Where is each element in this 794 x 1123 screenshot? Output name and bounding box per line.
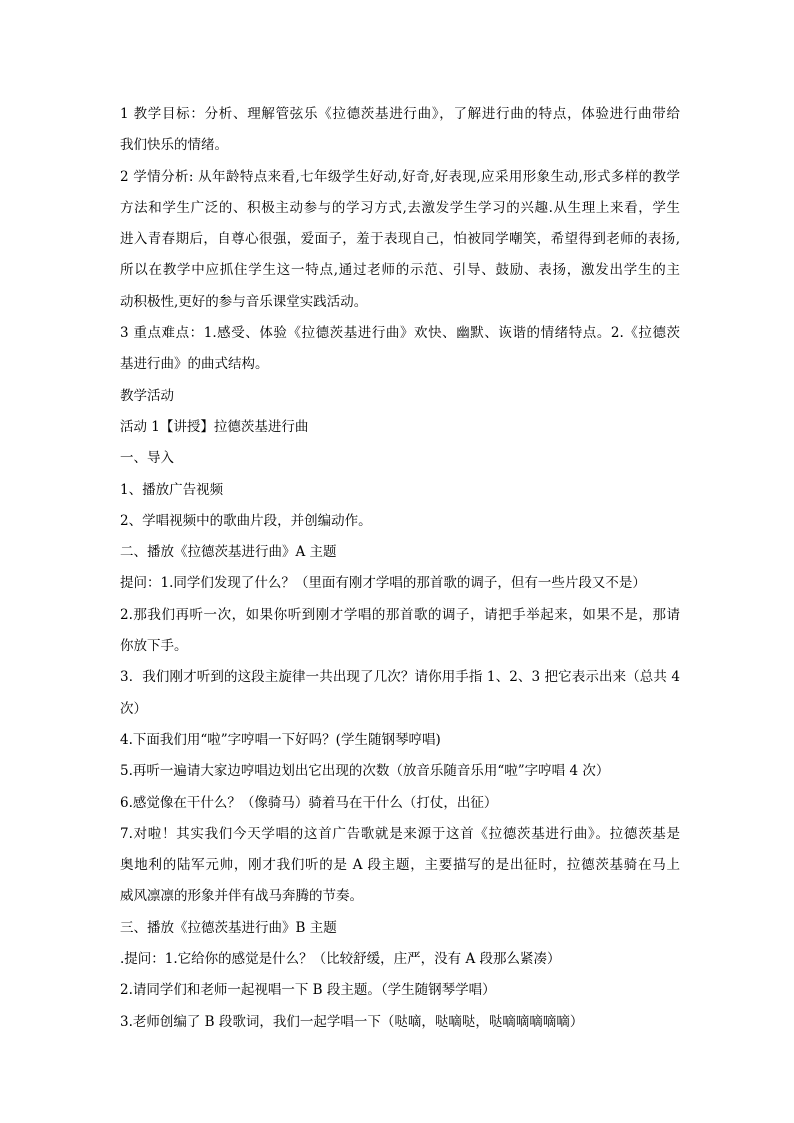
text-line: 6.感觉像在干什么？（像骑马）骑着马在干什么（打仗，出征） (120, 794, 498, 811)
text-line: 三、播放《拉德茨基进行曲》B 主题 (120, 919, 337, 936)
text-line: 二、播放《拉德茨基进行曲》A 主题 (120, 544, 337, 561)
text-line: 2.请同学们和老师一起视唱一下 B 段主题。（学生随钢琴学唱） (120, 982, 496, 999)
text-line: 4.下面我们用“啦”字哼唱一下好吗？(学生随钢琴哼唱) (120, 731, 441, 748)
text-line: 所以在教学中应抓住学生这一特点,通过老师的示范、引导、鼓励、表扬，激发出学生的主 (120, 262, 680, 279)
text-line: 1、播放广告视频 (120, 481, 224, 498)
text-line: 奥地利的陆军元帅，刚才我们听的是 A 段主题，主要描写的是出征时，拉德茨基骑在马上 (120, 857, 680, 874)
text-line: 方法和学生广泛的、积极主动参与的学习方式,去激发学生学习的兴趣.从生理上来看，学生 (120, 199, 680, 216)
text-line: 提问：1.同学们发现了什么？（里面有刚才学唱的那首歌的调子，但有一些片段又不是） (120, 575, 646, 592)
text-line: 威风凛凛的形象并伴有战马奔腾的节奏。 (120, 888, 363, 905)
text-line: 2、学唱视频中的歌曲片段，并创编动作。 (120, 512, 372, 529)
text-line: 3.老师创编了 B 段歌词，我们一起学唱一下（哒嘀，哒嘀哒，哒嘀嘀嘀嘀嘀） (120, 1013, 584, 1030)
text-line: 基进行曲》的曲式结构。 (120, 356, 269, 373)
text-line: 一、导入 (120, 450, 174, 467)
text-line: 7.对啦！其实我们今天学唱的这首广告歌就是来源于这首《拉德茨基进行曲》。拉德茨基是 (120, 825, 680, 842)
text-line: 你放下手。 (120, 638, 188, 655)
text-line: 3．我们刚才听到的这段主旋律一共出现了几次？请你用手指 1、2、3 把它表示出来（总共 4 (120, 669, 680, 686)
text-line: 次） (120, 700, 147, 717)
text-line: 1 教学目标：分析、理解管弦乐《拉德茨基进行曲》，了解进行曲的特点，体验进行曲带给 (120, 106, 680, 122)
text-line: 进入青春期后，自尊心很强，爱面子，羞于表现自己，怕被同学嘲笑，希望得到老师的表扬, (120, 231, 680, 248)
text-line: .提问：1.它给你的感觉是什么？（比较舒缓，庄严，没有 A 段那么紧凑） (120, 951, 561, 968)
text-line: 3 重点难点：1.感受、体验《拉德茨基进行曲》欢快、幽默、诙谐的情绪特点。2.《拉德茨 (120, 325, 680, 342)
text-line: 2 学情分析: 从年龄特点来看,七年级学生好动,好奇,好表现,应采用形象生动,形式多样的教学 (120, 168, 680, 185)
text-line: 教学活动 (120, 387, 174, 404)
text-line: 2.那我们再听一次，如果你听到刚才学唱的那首歌的调子，请把手举起来，如果不是，那请 (120, 606, 680, 623)
document-body (120, 99, 680, 1038)
text-line: 5.再听一遍请大家边哼唱边划出它出现的次数（放音乐随音乐用“啦”字哼唱 4 次） (120, 763, 610, 780)
text-line: 动积极性,更好的参与音乐课堂实践活动。 (120, 293, 368, 310)
text-line: 我们快乐的情绪。 (120, 137, 228, 154)
text-line: 活动 1【讲授】拉德茨基进行曲 (120, 418, 309, 435)
